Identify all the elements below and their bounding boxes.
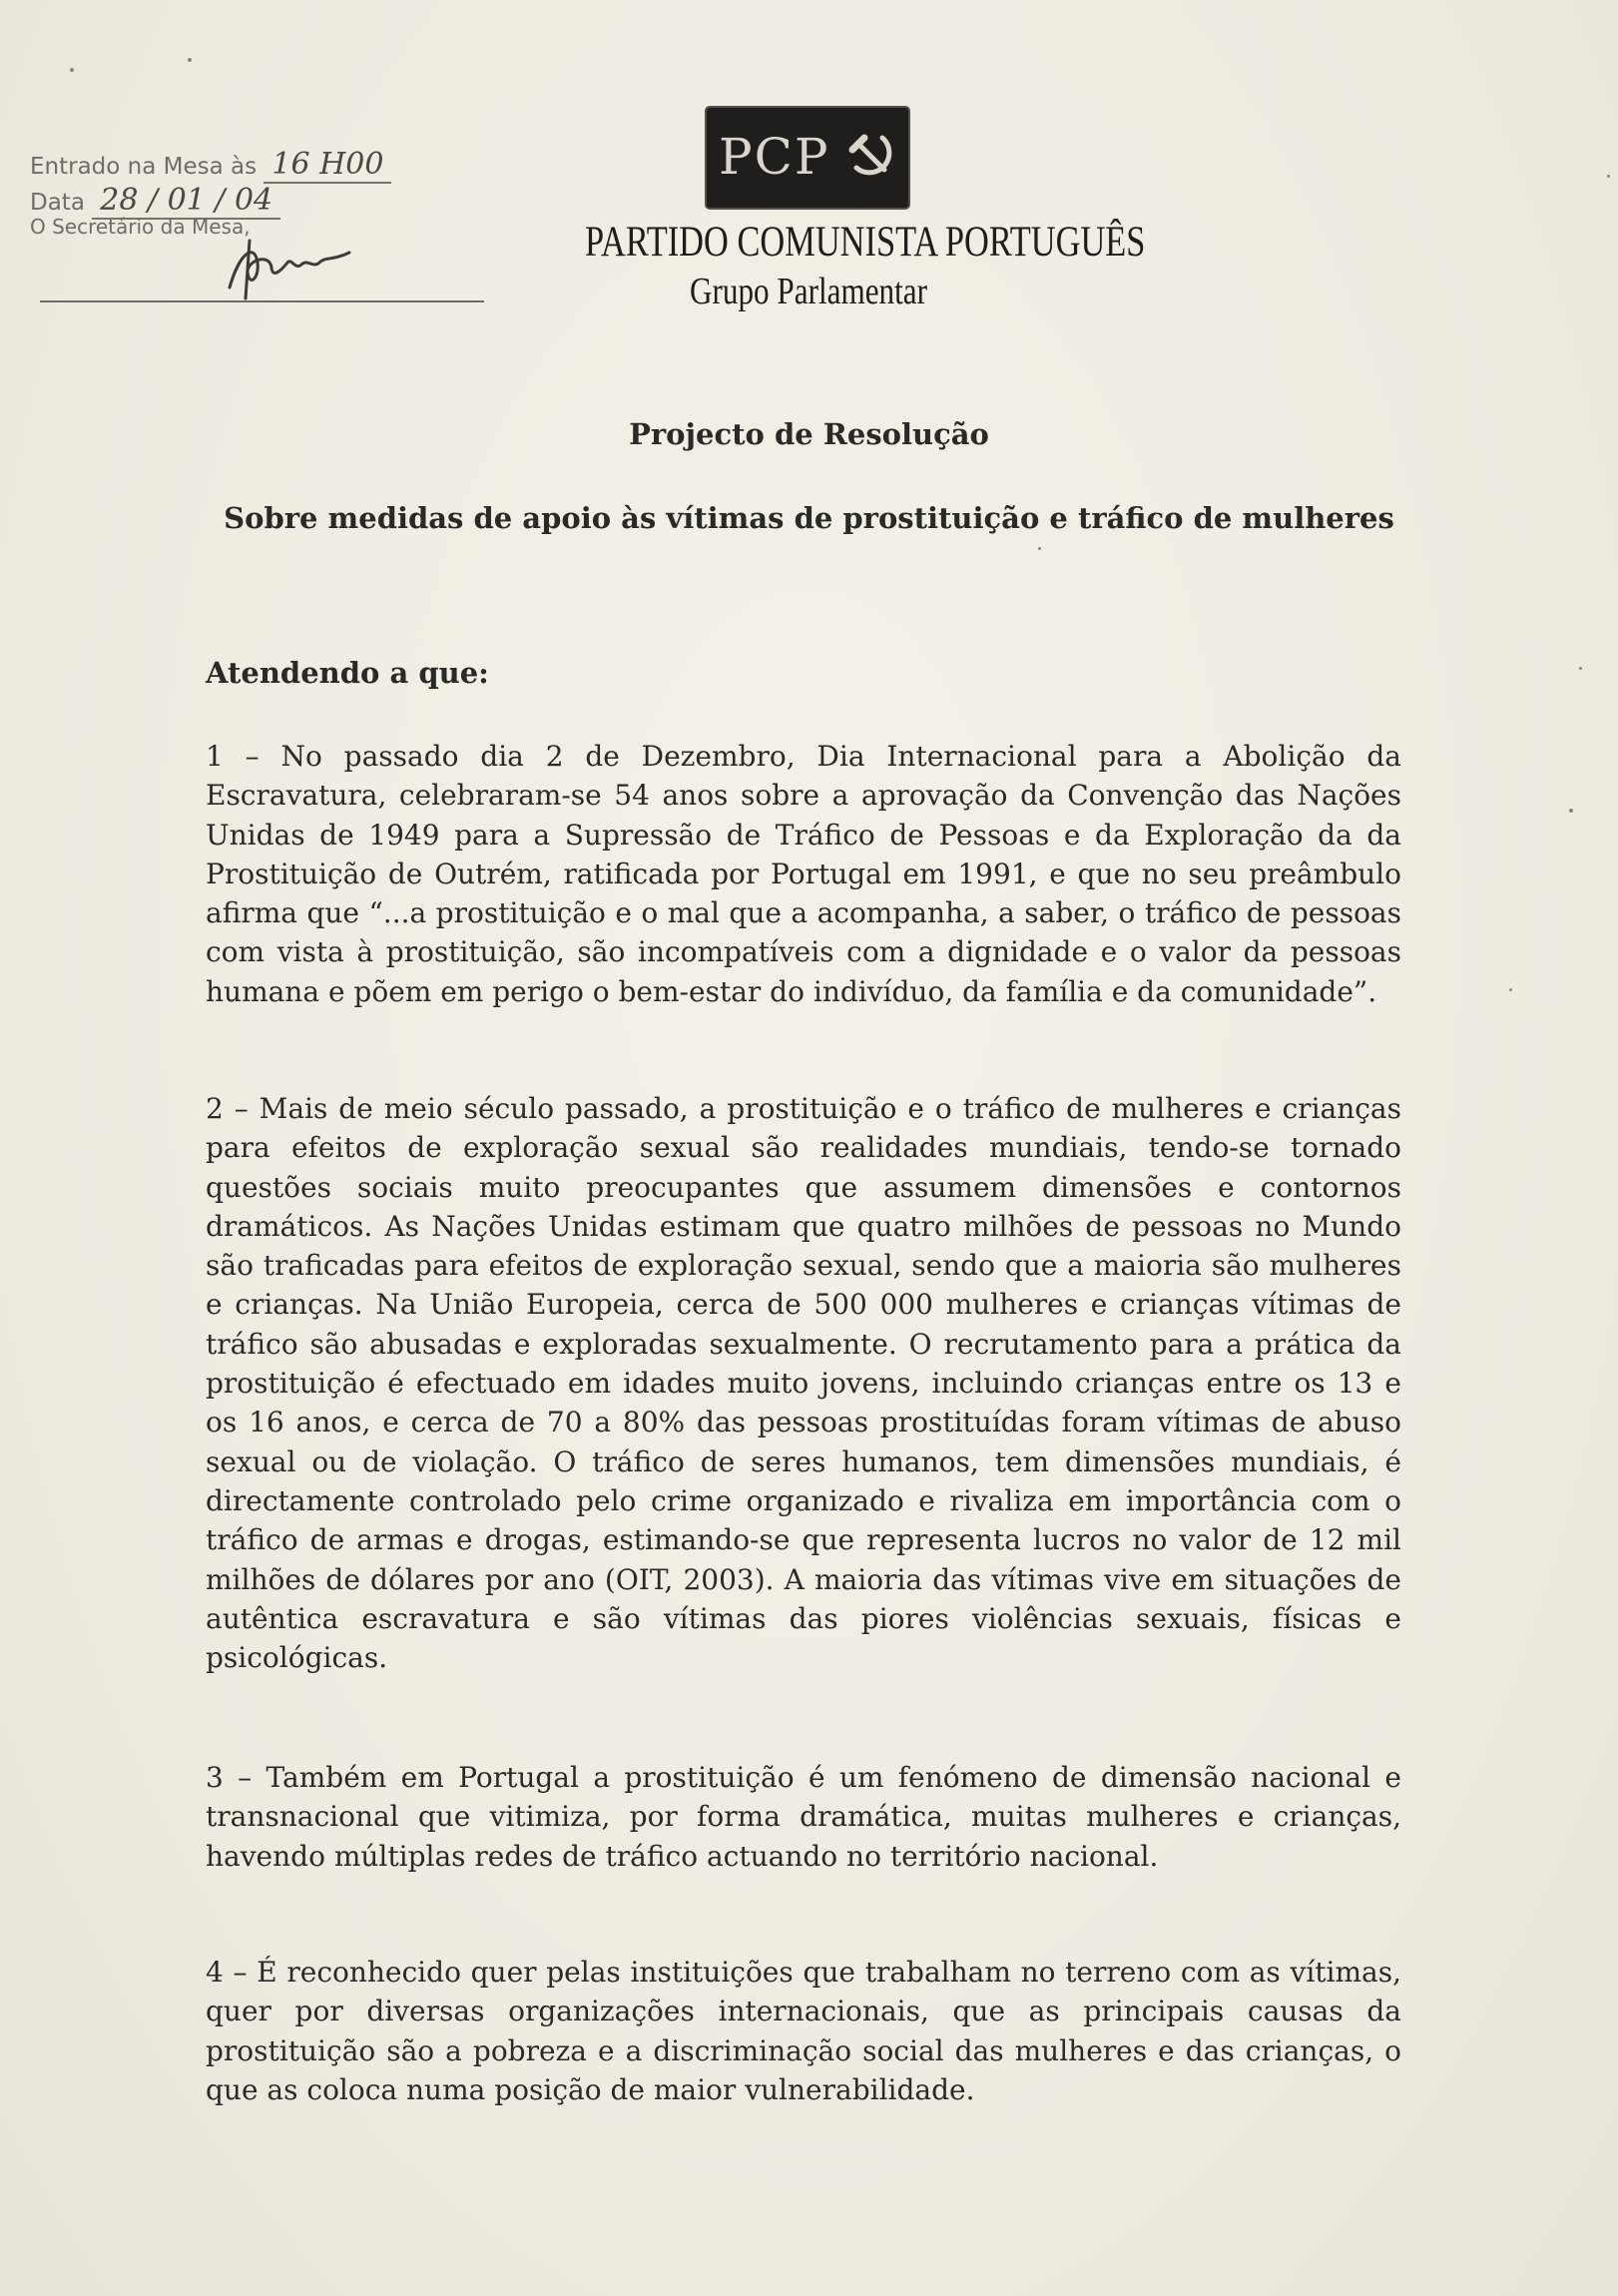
hammer-sickle-icon — [846, 130, 896, 180]
stamp-rule — [40, 300, 484, 302]
paragraph-2: 2 – Mais de meio século passado, a prostituição e o tráfico de mulheres e crianças para efeitos de exploração sexual são realidades mundiais, tendo-se tornado questões sociais muito preocupantes que assumem dimensões e contornos dramáticos. As Nações Unidas estimam que quatro milhões de pessoas no Mundo são traficadas para efeitos de exploração sexual, sendo que a maioria são mulheres e crianças. Na União Europeia, cerca de 500 000 mulheres e crianças vítimas de tráfico são abusadas e exploradas sexualmente. O recrutamento para a prática da prostituição é efectuado em idades muito jovens, incluindo crianças entre os 13 e os 16 anos, e cerca de 70 a 80% das pessoas prostituídas foram vítimas de abuso sexual ou de violação. O tráfico de seres humanos, tem dimensões mundiais, é directamente controlado pelo crime organizado e rivaliza em importância com o tráfico de armas e drogas, estimando-se que representa lucros no valor de 12 mil milhões de dólares por ano (OIT, 2003). A maioria das vítimas vive em situações de autêntica escravatura e são vítimas das piores violências sexuais, físicas e psicológicas. — [206, 1092, 1401, 1675]
document-subject: Sobre medidas de apoio às vítimas de prostituição e tráfico de mulheres — [224, 501, 1394, 535]
stamp-entry-label: Entrado na Mesa às — [30, 154, 258, 180]
scan-speck — [1038, 547, 1041, 550]
scan-speck — [1509, 988, 1512, 991]
paragraph-1: 1 – No passado dia 2 de Dezembro, Dia Internacional para a Abolição da Escravatura, celebraram-se 54 anos sobre a aprovação da Convenção das Nações Unidas de 1949 para a Supressão de Tráfico de Pessoas e da Exploração da da Prostituição de Outrém, ratificada por Portugal em 1991, e que no seu preâmbulo afirma que “...a prostituição e o mal que a acompanha, a saber, o tráfico de pessoas com vista à prostituição, são incompatíveis com a dignidade e o valor da pessoas humana e põem em perigo o bem-estar do indivíduo, da família e da comunidade”. — [206, 740, 1401, 1008]
group-name: Grupo Parlamentar — [690, 271, 927, 312]
logo-text: PCP — [719, 128, 830, 186]
scan-speck — [70, 68, 74, 72]
scan-speck — [1569, 809, 1573, 813]
scan-speck — [1607, 175, 1610, 178]
intro-heading: Atendendo a que: — [206, 656, 489, 690]
stamp-entry-line — [30, 147, 391, 184]
paragraph-3: 3 – Também em Portugal a prostituição é um fenómeno de dimensão nacional e transnacional que vitimiza, por forma dramática, muitas mulheres e crianças, havendo múltiplas redes de tráfico actuando no território nacional. — [206, 1761, 1401, 1873]
scan-speck — [188, 58, 192, 62]
stamp-date-value: 28 / 01 / 04 — [92, 183, 280, 220]
stamp-secretary-label: O Secretário da Mesa, — [30, 215, 251, 239]
party-name: PARTIDO COMUNISTA PORTUGUÊS — [585, 219, 1146, 266]
pcp-logo — [707, 108, 908, 208]
stamp-entry-time: 16 H00 — [264, 147, 391, 184]
reception-stamp — [30, 135, 489, 314]
paragraph-4: 4 – É reconhecido quer pelas instituições que trabalham no terreno com as vítimas, quer por diversas organizações internacionais, que as principais causas da prostituição são a pobreza e a discriminação social das mulheres e das crianças, o que as coloca numa posição de maior vulnerabilidade. — [206, 1956, 1401, 2106]
scan-speck — [1579, 667, 1582, 670]
signature-icon — [210, 233, 379, 302]
stamp-date-label: Data — [30, 190, 85, 216]
document-type: Projecto de Resolução — [629, 417, 989, 451]
